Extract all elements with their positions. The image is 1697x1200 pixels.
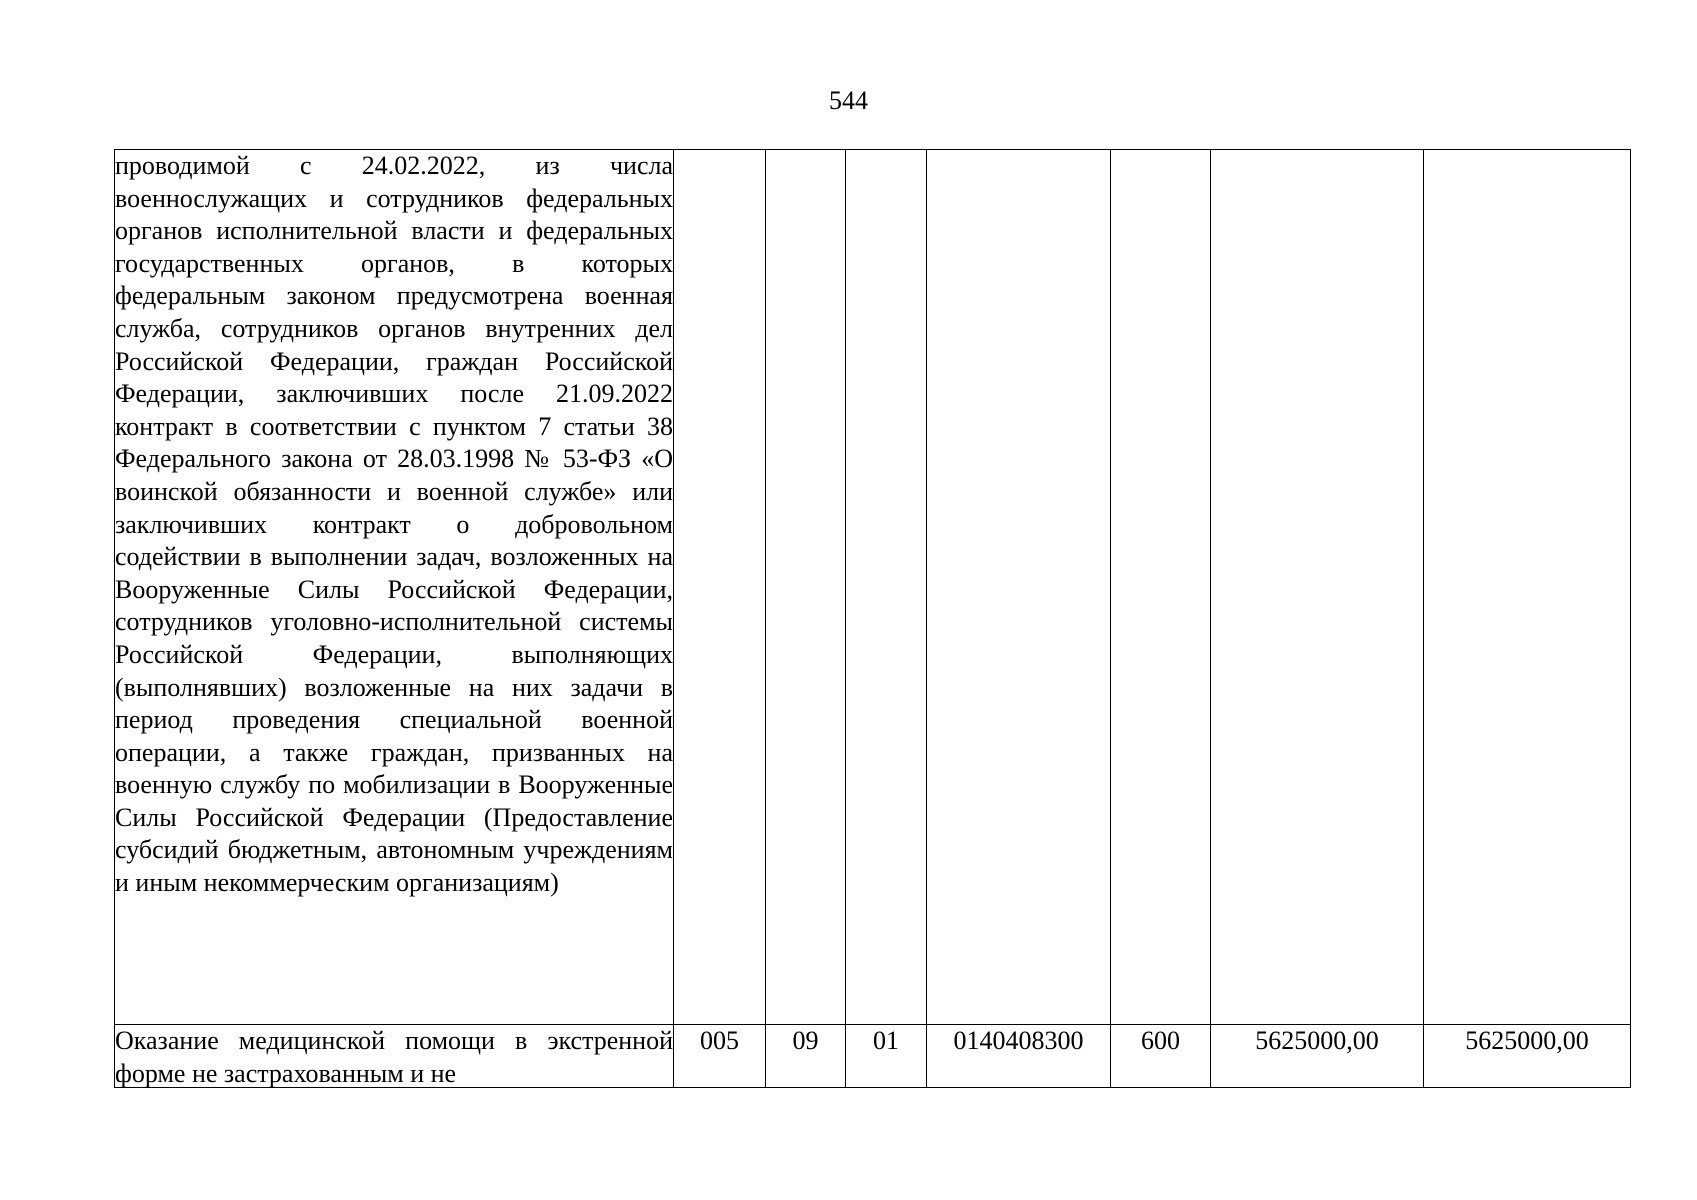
description-cell	[115, 1025, 674, 1088]
table-row	[115, 150, 1631, 1025]
table-row	[115, 1025, 1631, 1088]
budget-table	[114, 149, 1631, 1088]
section-code-cell: 09	[766, 1025, 846, 1088]
target-article-cell: 0140408300	[927, 1025, 1111, 1088]
subsection-code-cell	[846, 150, 927, 1025]
page-number: 544	[829, 86, 868, 115]
amount-cell-2	[1424, 150, 1631, 1025]
amount-cell-1	[1211, 150, 1424, 1025]
description-cell: проводимой с 24.02.2022, из числа военнослужащих и сотрудников федеральных органов исполнительной власти и федеральных государственных органов, в которых федеральным законом предусмотрена военная служба, сотрудников органов внутренних дел Российской Федерации, граждан Российской Федерации, заключивших после 21.09.2022 контракт в соответствии с пунктом 7 статьи 38 Федерального закона от 28.03.1998 № 53-ФЗ «О воинской обязанности и военной службе» или заключивших контракт о добровольном содействии в выполнении задач, возложенных на Вооруженные Силы Российской Федерации, сотрудников уголовно-исполнительной системы Российской Федерации, выполняющих (выполнявших) возложенные на них задачи в период проведения специальной военной операции, а также граждан, призванных на военную службу по мобилизации в Вооруженные Силы Российской Федерации (Предоставление субсидий бюджетным, автономным учреждениям и иным некоммерческим организациям)	[115, 150, 674, 1025]
section-code-cell	[766, 150, 846, 1025]
description-text: Оказание медицинской помощи в экстренной форме не застрахованным и не	[115, 1026, 673, 1087]
expense-type-cell	[1111, 150, 1211, 1025]
amount-cell-1: 5625000,00	[1211, 1025, 1424, 1088]
ministry-code-cell: 005	[674, 1025, 766, 1088]
expense-type-cell: 600	[1111, 1025, 1211, 1088]
subsection-code-cell: 01	[846, 1025, 927, 1088]
amount-cell-2: 5625000,00	[1424, 1025, 1631, 1088]
ministry-code-cell	[674, 150, 766, 1025]
target-article-cell	[927, 150, 1111, 1025]
